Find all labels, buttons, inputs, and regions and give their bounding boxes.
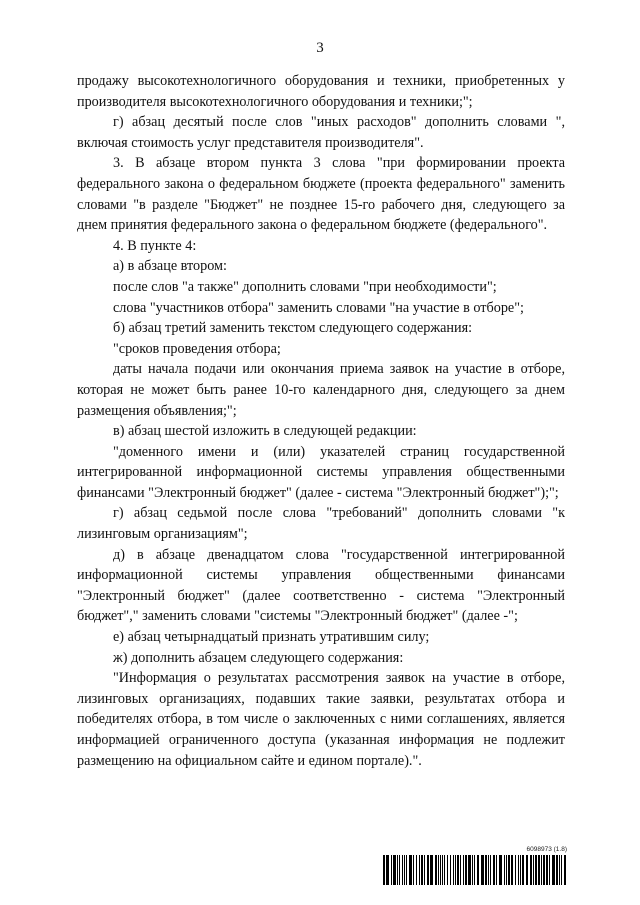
paragraph: "сроков проведения отбора; [113,340,281,357]
barcode-caption: 6098973 (1.8) [526,846,567,853]
paragraph: продажу высокотехнологичного оборудования и техники, приобретенных у производителя высокотехнологичного оборудования и техники;"; [77,73,565,110]
paragraph: ж) дополнить абзацем следующего содержания: [113,649,404,666]
barcode-block [382,846,567,886]
paragraph: 4. В пункте 4: [113,237,197,254]
paragraph: "доменного имени и (или) указателей страниц государственной интегрированной информационной системы управления общественными финансами "Электронный бюджет" (далее - система "Электронный бюджет");"; [77,443,565,501]
document-body [77,71,565,771]
paragraph: г) абзац седьмой после слова "требований" дополнить словами "к лизинговым организациям"; [77,505,565,543]
paragraph: в) абзац шестой изложить в следующей редакции: [113,423,417,440]
paragraph: г) абзац десятый после слов "иных расходов" дополнить словами ", включая стоимость услуг представителя производителя". [77,114,565,151]
paragraph: б) абзац третий заменить текстом следующего содержания: [113,320,473,337]
paragraph: е) абзац четырнадцатый признать утратившим силу; [113,629,430,646]
paragraph: "Информация о результатах рассмотрения заявок на участие в отборе, лизинговых организациях, подавших такие заявки, результатах отбора и победителях отбора, в том числе о заключенных с ними соглашениях, является информацией ограниченного доступа (указанная информация не подлежит размещению на официальном сайте и едином портале).". [77,670,565,769]
paragraph: 3. В абзаце втором пункта 3 слова "при формировании проекта федерального закона о федеральном бюджете (проекта федерального" заменить словами "в разделе "Бюджет" не позднее 15-го рабочего дня, следующего за днем принятия федерального закона о федеральном бюджете (федерального". [77,155,565,234]
paragraph: даты начала подачи или окончания приема заявок на участие в отборе, которая не может быть ранее 10-го календарного дня, следующего за днем размещения объявления;"; [77,361,565,419]
paragraph: после слов "а также" дополнить словами "при необходимости"; [113,278,497,295]
paragraph: слова "участников отбора" заменить словами "на участие в отборе"; [113,299,524,316]
page-number: 3 [316,40,324,56]
barcode-icon [382,855,567,885]
paragraph: а) в абзаце втором: [113,258,227,275]
paragraph: д) в абзаце двенадцатом слова "государственной интегрированной информационной системы управления общественными финансами "Электронный бюджет" (далее соответственно - система "Электронный бюджет"," заменить словами "системы "Электронный бюджет" (далее -"; [77,546,565,625]
